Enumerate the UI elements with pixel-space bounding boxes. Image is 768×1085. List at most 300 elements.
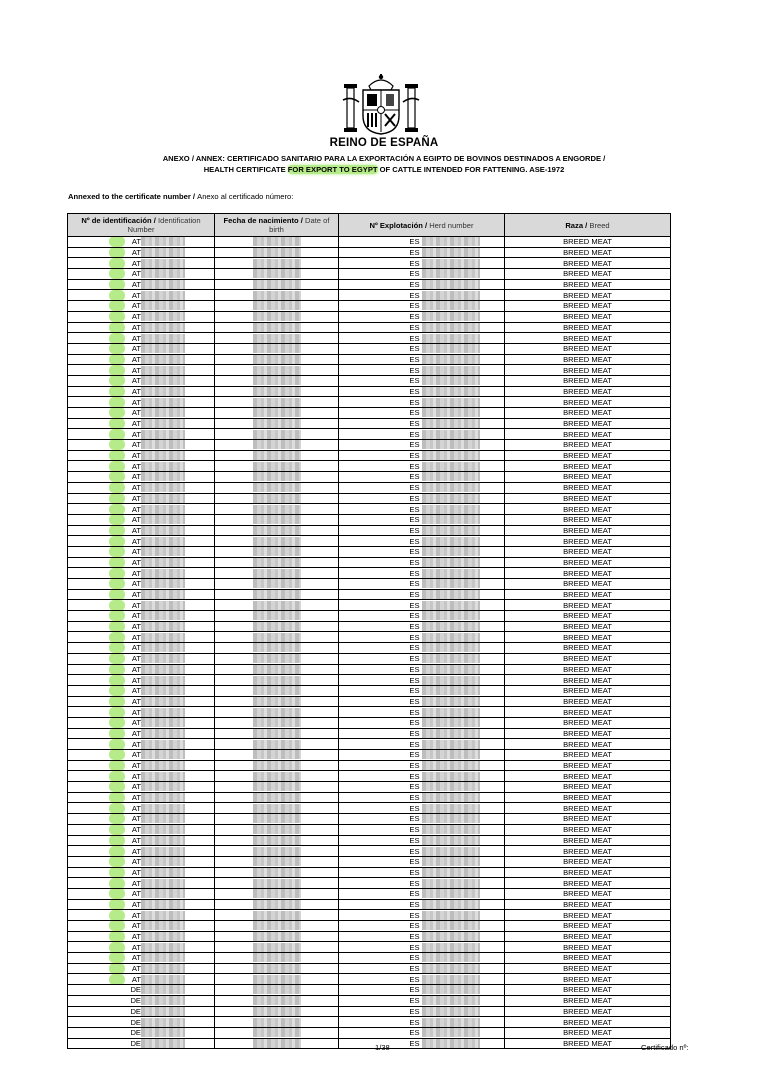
breed-cell: BREED MEAT [505,675,671,686]
identification-cell [68,258,215,269]
table-row [68,386,671,397]
breed-cell: BREED MEAT [505,568,671,579]
breed-cell: BREED MEAT [505,1006,671,1017]
redacted-id [141,440,185,449]
id-prefix: AT [119,900,141,909]
table-row [68,247,671,258]
date-of-birth-cell [215,589,339,600]
date-of-birth-cell [215,290,339,301]
identification-cell [68,974,215,985]
date-of-birth-cell [215,803,339,814]
redacted-date [253,259,301,268]
identification-cell [68,685,215,696]
breed-cell: BREED MEAT [505,472,671,483]
id-prefix: AT [119,665,141,674]
breed-cell: BREED MEAT [505,611,671,622]
redacted-herd [422,259,480,268]
id-prefix: DE [130,985,141,995]
date-of-birth-cell [215,311,339,322]
redacted-id [141,836,185,845]
identification-cell [68,237,215,248]
id-prefix: AT [119,622,141,631]
redacted-herd [422,879,480,888]
redacted-herd [422,729,480,738]
redacted-id [141,793,185,802]
redacted-id [141,900,185,909]
herd-prefix: ES [409,504,420,514]
breed-cell: BREED MEAT [505,461,671,472]
annexed-label-normal: Anexo al certificado número: [197,192,294,201]
herd-number-cell [339,824,505,835]
herd-number-cell [339,995,505,1006]
breed-cell: BREED MEAT [505,803,671,814]
identification-cell [68,440,215,451]
table-row [68,921,671,932]
date-of-birth-cell [215,546,339,557]
redacted-date [253,708,301,717]
herd-number-cell [339,728,505,739]
date-of-birth-cell [215,237,339,248]
table-row [68,643,671,654]
herd-number-cell [339,450,505,461]
redacted-herd [422,558,480,567]
identification-cell [68,653,215,664]
redacted-id [141,975,185,984]
redacted-id [141,729,185,738]
herd-number-cell [339,963,505,974]
redacted-id [141,451,185,460]
breed-cell: BREED MEAT [505,696,671,707]
redacted-date [253,911,301,920]
breed-cell: BREED MEAT [505,600,671,611]
date-of-birth-cell [215,675,339,686]
redacted-herd [422,472,480,481]
herd-number-cell [339,931,505,942]
herd-number-cell [339,546,505,557]
table-row [68,354,671,365]
date-of-birth-cell [215,867,339,878]
herd-prefix: ES [409,953,420,963]
herd-prefix: ES [409,707,420,717]
redacted-herd [422,366,480,375]
herd-number-cell [339,771,505,782]
id-prefix: AT [119,569,141,578]
id-prefix: AT [119,387,141,396]
herd-number-cell [339,878,505,889]
date-of-birth-cell [215,995,339,1006]
table-row [68,1006,671,1017]
id-prefix: AT [119,611,141,620]
table-row [68,621,671,632]
herd-number-cell [339,696,505,707]
redacted-herd [422,301,480,310]
date-of-birth-cell [215,375,339,386]
herd-prefix: ES [409,429,420,439]
id-prefix: DE [130,996,141,1006]
herd-prefix: ES [409,312,420,322]
identification-cell [68,707,215,718]
herd-prefix: ES [409,889,420,899]
herd-prefix: ES [409,248,420,258]
herd-number-cell [339,343,505,354]
redacted-id [141,718,185,727]
redacted-herd [422,280,480,289]
identification-cell [68,450,215,461]
redacted-herd [422,985,480,994]
identification-cell [68,365,215,376]
table-row [68,440,671,451]
herd-number-cell [339,867,505,878]
herd-prefix: ES [409,942,420,952]
redacted-id [141,269,185,278]
breed-cell: BREED MEAT [505,878,671,889]
identification-cell [68,333,215,344]
herd-number-cell [339,375,505,386]
identification-cell [68,931,215,942]
date-of-birth-cell [215,931,339,942]
herd-number-cell [339,632,505,643]
date-of-birth-cell [215,450,339,461]
herd-prefix: ES [409,825,420,835]
id-prefix: AT [119,761,141,770]
annexed-certificate-label [68,192,293,201]
redacted-id [141,814,185,823]
herd-number-cell [339,643,505,654]
identification-cell [68,504,215,515]
herd-number-cell [339,760,505,771]
herd-number-cell [339,354,505,365]
highlighted-text: FOR EXPORT TO EGYPT [287,165,378,174]
redacted-date [253,633,301,642]
breed-cell: BREED MEAT [505,856,671,867]
id-prefix: DE [130,1038,141,1048]
herd-number-cell [339,942,505,953]
id-prefix: AT [119,579,141,588]
date-of-birth-cell [215,536,339,547]
redacted-herd [422,579,480,588]
herd-number-cell [339,514,505,525]
herd-prefix: ES [409,290,420,300]
redacted-date [253,975,301,984]
redacted-id [141,312,185,321]
redacted-herd [422,761,480,770]
redacted-herd [422,537,480,546]
herd-prefix: ES [409,536,420,546]
herd-number-cell [339,579,505,590]
date-of-birth-cell [215,653,339,664]
herd-number-cell [339,333,505,344]
herd-prefix: ES [409,878,420,888]
table-row [68,1017,671,1028]
table-row [68,611,671,622]
breed-cell: BREED MEAT [505,771,671,782]
redacted-date [253,451,301,460]
date-of-birth-cell [215,921,339,932]
herd-prefix: ES [409,793,420,803]
redacted-id [141,569,185,578]
redacted-id [141,825,185,834]
redacted-id [141,505,185,514]
id-prefix: AT [119,494,141,503]
date-of-birth-cell [215,974,339,985]
herd-prefix: ES [409,493,420,503]
redacted-date [253,622,301,631]
herd-number-cell [339,1017,505,1028]
redacted-id [141,643,185,652]
herd-number-cell [339,717,505,728]
identification-cell [68,386,215,397]
table-row [68,707,671,718]
table-header-row [68,214,671,237]
table-row [68,482,671,493]
table-row [68,942,671,953]
date-of-birth-cell [215,878,339,889]
herd-prefix: ES [409,782,420,792]
identification-cell [68,803,215,814]
date-of-birth-cell [215,557,339,568]
redacted-id [141,494,185,503]
redacted-herd [422,601,480,610]
breed-cell: BREED MEAT [505,888,671,899]
date-of-birth-cell [215,525,339,536]
redacted-date [253,643,301,652]
id-prefix: AT [119,526,141,535]
herd-prefix: ES [409,354,420,364]
redacted-herd [422,494,480,503]
annex-title-line-2 [0,165,768,174]
herd-prefix: ES [409,696,420,706]
identification-cell [68,589,215,600]
redacted-date [253,515,301,524]
herd-prefix: ES [409,803,420,813]
date-of-birth-cell [215,258,339,269]
date-of-birth-cell [215,664,339,675]
table-row [68,750,671,761]
identification-cell [68,493,215,504]
breed-cell: BREED MEAT [505,921,671,932]
date-of-birth-cell [215,461,339,472]
table-row [68,760,671,771]
redacted-id [141,857,185,866]
identification-cell [68,290,215,301]
breed-cell: BREED MEAT [505,728,671,739]
redacted-herd [422,633,480,642]
redacted-date [253,334,301,343]
id-prefix: AT [119,291,141,300]
identification-cell [68,301,215,312]
id-prefix: AT [119,430,141,439]
herd-number-cell [339,621,505,632]
date-of-birth-cell [215,440,339,451]
herd-number-cell [339,664,505,675]
herd-prefix: ES [409,686,420,696]
id-prefix: AT [119,708,141,717]
table-row [68,653,671,664]
redacted-herd [422,547,480,556]
redacted-herd [422,323,480,332]
table-row [68,782,671,793]
id-prefix: AT [119,889,141,898]
redacted-herd [422,825,480,834]
date-of-birth-cell [215,621,339,632]
breed-cell: BREED MEAT [505,974,671,985]
breed-cell: BREED MEAT [505,354,671,365]
herd-prefix: ES [409,739,420,749]
redacted-herd [422,440,480,449]
redacted-herd [422,462,480,471]
table-row [68,418,671,429]
redacted-herd [422,836,480,845]
redacted-herd [422,344,480,353]
identification-cell [68,739,215,750]
table-row [68,408,671,419]
redacted-herd [422,953,480,962]
identification-cell [68,643,215,654]
redacted-herd [422,334,480,343]
breed-cell: BREED MEAT [505,867,671,878]
redacted-id [141,291,185,300]
breed-cell: BREED MEAT [505,750,671,761]
herd-prefix: ES [409,472,420,482]
breed-cell: BREED MEAT [505,429,671,440]
id-prefix: AT [119,547,141,556]
table-row [68,664,671,675]
date-of-birth-cell [215,707,339,718]
herd-prefix: ES [409,525,420,535]
date-of-birth-cell [215,899,339,910]
breed-cell: BREED MEAT [505,963,671,974]
redacted-herd [422,622,480,631]
table-row [68,514,671,525]
redacted-date [253,237,301,246]
identification-cell [68,985,215,996]
date-of-birth-cell [215,771,339,782]
id-prefix: AT [119,782,141,791]
id-prefix: AT [119,932,141,941]
date-of-birth-cell [215,824,339,835]
table-row [68,696,671,707]
herd-number-cell [339,953,505,964]
redacted-date [253,868,301,877]
id-prefix: AT [119,248,141,257]
redacted-id [141,686,185,695]
redacted-herd [422,312,480,321]
date-of-birth-cell [215,386,339,397]
redacted-herd [422,611,480,620]
breed-cell: BREED MEAT [505,835,671,846]
id-prefix: AT [119,408,141,417]
redacted-herd [422,814,480,823]
date-of-birth-cell [215,888,339,899]
herd-prefix: ES [409,269,420,279]
breed-cell: BREED MEAT [505,450,671,461]
herd-number-cell [339,888,505,899]
redacted-herd [422,793,480,802]
herd-prefix: ES [409,835,420,845]
herd-prefix: ES [409,301,420,311]
redacted-date [253,526,301,535]
herd-number-cell [339,568,505,579]
breed-cell: BREED MEAT [505,824,671,835]
identification-cell [68,269,215,280]
redacted-herd [422,1007,480,1016]
date-of-birth-cell [215,322,339,333]
id-prefix: AT [119,472,141,481]
table-row [68,846,671,857]
page-number: 1/38 [375,1043,390,1052]
redacted-date [253,1018,301,1027]
id-prefix: AT [119,590,141,599]
redacted-date [253,804,301,813]
breed-cell: BREED MEAT [505,985,671,996]
redacted-id [141,889,185,898]
redacted-date [253,569,301,578]
table-row [68,899,671,910]
identification-cell [68,525,215,536]
redacted-id [141,985,185,994]
date-of-birth-cell [215,301,339,312]
redacted-herd [422,643,480,652]
redacted-id [141,515,185,524]
herd-prefix: ES [409,483,420,493]
date-of-birth-cell [215,632,339,643]
breed-cell: BREED MEAT [505,301,671,312]
identification-cell [68,782,215,793]
redacted-date [253,590,301,599]
table-row [68,504,671,515]
table-row [68,568,671,579]
table-row [68,717,671,728]
identification-cell [68,888,215,899]
redacted-date [253,376,301,385]
date-of-birth-cell [215,739,339,750]
redacted-date [253,611,301,620]
redacted-id [141,601,185,610]
herd-prefix: ES [409,964,420,974]
herd-number-cell [339,856,505,867]
redacted-date [253,494,301,503]
breed-cell: BREED MEAT [505,899,671,910]
date-of-birth-cell [215,814,339,825]
identification-cell [68,429,215,440]
id-prefix: AT [119,697,141,706]
identification-cell [68,867,215,878]
herd-prefix: ES [409,1028,420,1038]
herd-prefix: ES [409,557,420,567]
breed-cell: BREED MEAT [505,279,671,290]
redacted-date [253,483,301,492]
id-prefix: AT [119,505,141,514]
redacted-date [253,408,301,417]
herd-number-cell [339,974,505,985]
table-row [68,856,671,867]
breed-cell: BREED MEAT [505,237,671,248]
herd-number-cell [339,685,505,696]
redacted-id [141,868,185,877]
table-row [68,953,671,964]
date-of-birth-cell [215,910,339,921]
redacted-herd [422,1039,480,1048]
identification-cell [68,472,215,483]
identification-cell [68,675,215,686]
identification-cell [68,1006,215,1017]
herd-number-cell [339,301,505,312]
redacted-herd [422,697,480,706]
redacted-herd [422,676,480,685]
redacted-herd [422,1018,480,1027]
herd-prefix: ES [409,867,420,877]
redacted-herd [422,964,480,973]
